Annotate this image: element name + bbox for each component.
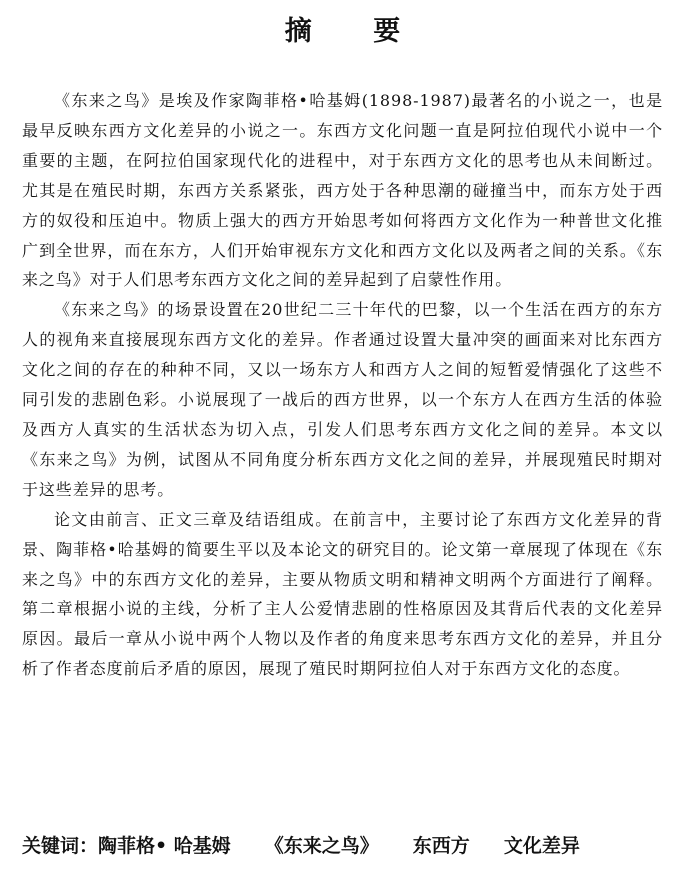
- keyword-term: 东西方: [412, 835, 470, 857]
- abstract-body: [22, 86, 663, 684]
- abstract-paragraph-2: 《东来之鸟》的场景设置在20世纪二三十年代的巴黎，以一个生活在西方的东方人的视角来直接展现东西方文化的差异。作者通过设置大量冲突的画面来对比东西方文化之间的存在的种种不同，又以一场东方人和西方人之间的短暂爱情强化了这些不同引发的悲剧色彩。小说展现了一战后的西方世界，以一个东方人在西方生活的体验及西方人真实的生活状态为切入点，引发人们思考东西方文化之间的差异。本文以《东来之鸟》为例，试图从不同角度分析东西方文化之间的差异，并展现殖民时期对于这些差异的思考。: [22, 300, 663, 499]
- abstract-paragraph-3: 论文由前言、正文三章及结语组成。在前言中，主要讨论了东西方文化差异的背景、陶菲格•哈基姆的简要生平以及本论文的研究目的。论文第一章展现了体现在《东来之鸟》中的东西方文化的差异，主要从物质文明和精神文明两个方面进行了阐释。第二章根据小说的主线，分析了主人公爱情悲剧的性格原因及其背后代表的文化差异原因。最后一章从小说中两个人物以及作者的角度来思考东西方文化的差异，并且分析了作者态度前后矛盾的原因，展现了殖民时期阿拉伯人对于东西方文化的态度。: [22, 509, 663, 679]
- keyword-term: 陶菲格• 哈基姆: [98, 835, 231, 857]
- keyword-term: 《东来之鸟》: [264, 835, 379, 857]
- keyword-term: 文化差异: [503, 835, 580, 857]
- abstract-paragraph-1: 《东来之鸟》是埃及作家陶菲格•哈基姆(1898-1987)最著名的小说之一，也是最早反映东西方文化差异的小说之一。东西方文化问题一直是阿拉伯现代小说中一个重要的主题，在阿拉伯国家现代化的进程中，对于东西方文化的思考也从未间断过。尤其是在殖民时期，东西方关系紧张，西方处于各种思潮的碰撞当中，而东方处于西方的奴役和压迫中。物质上强大的西方开始思考如何将西方文化作为一种普世文化推广到全世界，而在东方，人们开始审视东方文化和西方文化以及两者之间的关系。《东来之鸟》对于人们思考东西方文化之间的差异起到了启蒙性作用。: [22, 91, 663, 290]
- keywords-line: [22, 829, 663, 863]
- keywords-label: 关键词：: [22, 835, 99, 857]
- page-title: 摘 要: [284, 16, 427, 47]
